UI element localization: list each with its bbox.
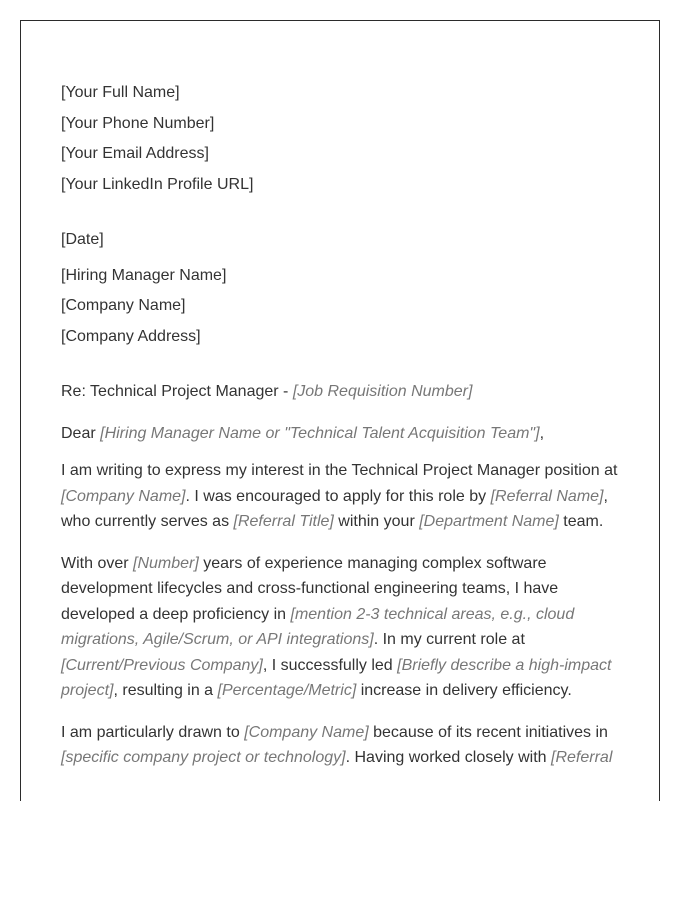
p1-text-2: . I was encouraged to apply for this role by [185, 487, 491, 505]
paragraph-3 [61, 720, 621, 771]
p1-referral-name: [Referral Name] [490, 487, 604, 505]
p3-initiative: [specific company project or technology] [61, 749, 346, 766]
recipient-manager: [Hiring Manager Name] [61, 266, 227, 284]
p1-company: [Company Name] [61, 487, 186, 505]
paragraph-2 [61, 551, 621, 704]
recipient-company: [Company Name] [61, 297, 186, 314]
p1-text-4: within your [333, 513, 420, 530]
p2-text-6: increase in delivery efficiency. [356, 682, 572, 699]
p3-text-1: I am particularly drawn to [61, 723, 245, 741]
sender-linkedin: [Your LinkedIn Profile URL] [61, 175, 254, 193]
salutation-suffix: , [539, 425, 545, 442]
p2-areas: [mention 2-3 technical areas, e.g., cloud migrations, Agile/Scrum, or API integrations] [61, 605, 575, 648]
p3-company: [Company Name] [244, 723, 369, 741]
p1-text-3: , who currently serves as [61, 487, 608, 530]
p2-number: [Number] [133, 554, 199, 572]
letter-content [61, 83, 621, 771]
p3-referral: [Referral [551, 749, 613, 766]
subject-line [61, 382, 621, 424]
p1-text-1: I am writing to express my interest in the Technical Project Manager position at [61, 462, 618, 479]
p2-text-4: , I successfully led [262, 656, 398, 674]
salutation-name: [Hiring Manager Name or "Technical Talent Acquisition Team"] [100, 425, 540, 442]
p1-text-5: team. [558, 513, 604, 530]
p2-text-5: , resulting in a [113, 682, 218, 699]
subject-requisition: [Job Requisition Number] [292, 383, 473, 400]
p3-text-3: . Having worked closely with [345, 749, 552, 766]
sender-name: [Your Full Name] [61, 84, 180, 101]
p2-project: [Briefly describe a high-impact project] [61, 656, 612, 699]
p2-current-company: [Current/Previous Company] [61, 656, 263, 674]
p2-text-1: With over [61, 554, 134, 572]
letter-page [20, 20, 660, 801]
p2-text-3: . In my current role at [373, 631, 525, 648]
sender-phone: [Your Phone Number] [61, 114, 215, 132]
letter-date: [Date] [61, 231, 104, 248]
p1-department: [Department Name] [419, 513, 559, 530]
p2-text-2: years of experience managing complex software development lifecycles and cross-functional engineering teams, I have developed a deep proficiency in [61, 554, 559, 623]
p1-referral-title: [Referral Title] [233, 513, 334, 530]
salutation-prefix: Dear [61, 425, 101, 442]
paragraph-1 [61, 458, 621, 535]
p3-text-2: because of its recent initiatives in [368, 723, 608, 741]
p2-metric: [Percentage/Metric] [217, 682, 357, 699]
salutation [61, 424, 621, 458]
subject-prefix: Re: Technical Project Manager - [61, 383, 293, 400]
sender-email: [Your Email Address] [61, 145, 209, 162]
recipient-address: [Company Address] [61, 327, 201, 345]
